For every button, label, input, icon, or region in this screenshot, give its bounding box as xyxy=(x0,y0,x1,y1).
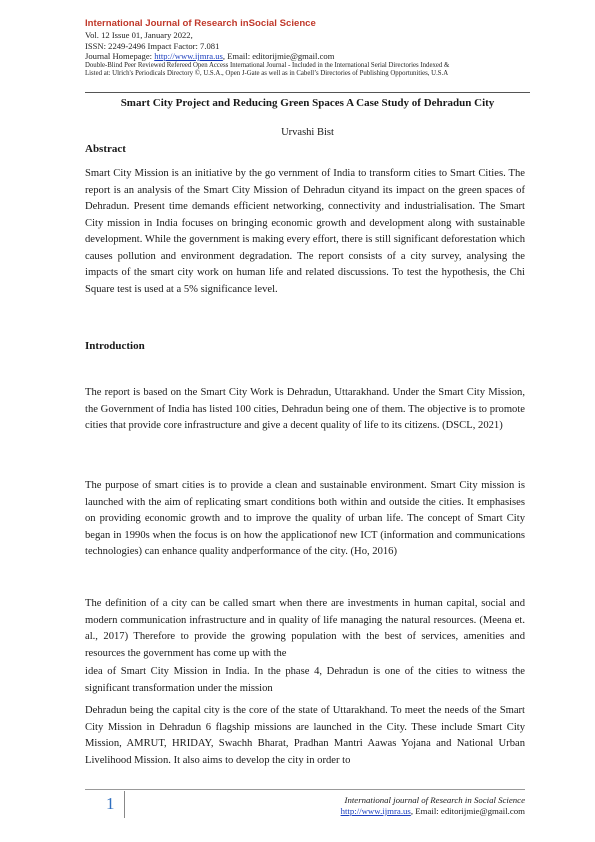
intro-paragraph-2: The purpose of smart cities is to provide a clean and sustainable environment. Smart City mission is launched with the aim of replicating smart conditions both within and outside the cities. It emphasises on providing economic growth and to improve the quality of urban life. The concept of Smart City began in 1990s when the focus is on how the applicationof new ICT (information and communications technologies) can enhance quality andperformance of the city. (Ho, 2016) xyxy=(85,480,525,557)
homepage-line xyxy=(85,51,530,62)
homepage-link[interactable]: http://www.ijmra.us xyxy=(154,51,223,61)
journal-header xyxy=(85,18,530,79)
footer-divider xyxy=(85,789,525,790)
footer-info xyxy=(341,795,525,817)
footer-email: , Email: editorijmie@gmail.com xyxy=(410,806,525,816)
abstract-text: Smart City Mission is an initiative by the go vernment of India to transform cities to Smart Cities. The report is an analysis of the Smart City Mission of Dehradun cityand its impact on the green spaces of Dehradun. Present time demands efficient networking, connectivity and industrialisation. The Smart City mission in India focuses on bringing economic growth and development along with sustainable development. While the government is making every effort, there is still significant deforestation which causes pollution and environment degradation. The report consists of a city survey, analysing the impacts of the smart city work on human life and related discussions. To test the hypothesis, the Chi Square test is used at a 5% significance level. xyxy=(85,168,525,295)
header-email: , Email: editorijmie@gmail.com xyxy=(222,51,335,61)
introduction-heading: Introduction xyxy=(85,340,145,352)
homepage-label: Journal Homepage: xyxy=(85,51,155,61)
footer-vertical-bar xyxy=(124,791,125,818)
header-divider xyxy=(85,92,530,93)
abstract-heading: Abstract xyxy=(85,143,126,155)
footer-contact xyxy=(341,806,525,817)
issn-impact: ISSN: 2249-2496 Impact Factor: 7.081 xyxy=(85,40,220,51)
page-number: 1 xyxy=(106,794,115,813)
indexing-line-1: Double-Blind Peer Reviewed Refereed Open Access International Journal - Included in the International Serial Directories Indexed & xyxy=(85,61,450,69)
footer-url-link[interactable]: http://www.ijmra.us xyxy=(340,806,411,816)
author-name: Urvashi Bist xyxy=(281,127,334,138)
intro-paragraph-4: idea of Smart City Mission in India. In the phase 4, Dehradun is one of the cities to witness the significant transformation under the mission xyxy=(85,666,525,694)
footer-journal-name: International journal of Research in Social Science xyxy=(344,795,525,805)
intro-paragraph-1: The report is based on the Smart City Work is Dehradun, Uttarakhand. Under the Smart City Mission, the Government of India has listed 100 cities, Dehradun being one of them. The objective is to promote cities that provide core infrastructure and give a decent quality of life to its citizens. (DSCL, 2021) xyxy=(85,387,525,431)
paper-title: Smart City Project and Reducing Green Spaces A Case Study of Dehradun City xyxy=(120,97,495,109)
journal-title: International Journal of Research inSocial Science xyxy=(85,18,316,29)
indexing-line-2: Listed at: Ulrich's Periodicals Directory ©, U.S.A., Open J-Gate as well as in Cabell’s Directories of Publishing Opportunities, U.S.A xyxy=(85,70,449,78)
intro-paragraph-3: The definition of a city can be called smart when there are investments in human capital, social and modern communication infrastructure and in quality of life managing the natural resources. (Meena et. al., 2017) Therefore to provide the growing population with the best of services, amenities and resources the government has come up with the xyxy=(85,598,525,659)
intro-paragraph-5: Dehradun being the capital city is the core of the state of Uttarakhand. To meet the needs of the Smart City Mission in Dehradun 6 flagship missions are launched in the City. These include Smart City Mission, AMRUT, HRIDAY, Swachh Bharat, Pradhan Mantri Aawas Yojana and National Urban Livelihood Mission. It also aims to develop the city in order to xyxy=(85,705,525,766)
volume-issue: Vol. 12 Issue 01, January 2022, xyxy=(85,30,193,40)
